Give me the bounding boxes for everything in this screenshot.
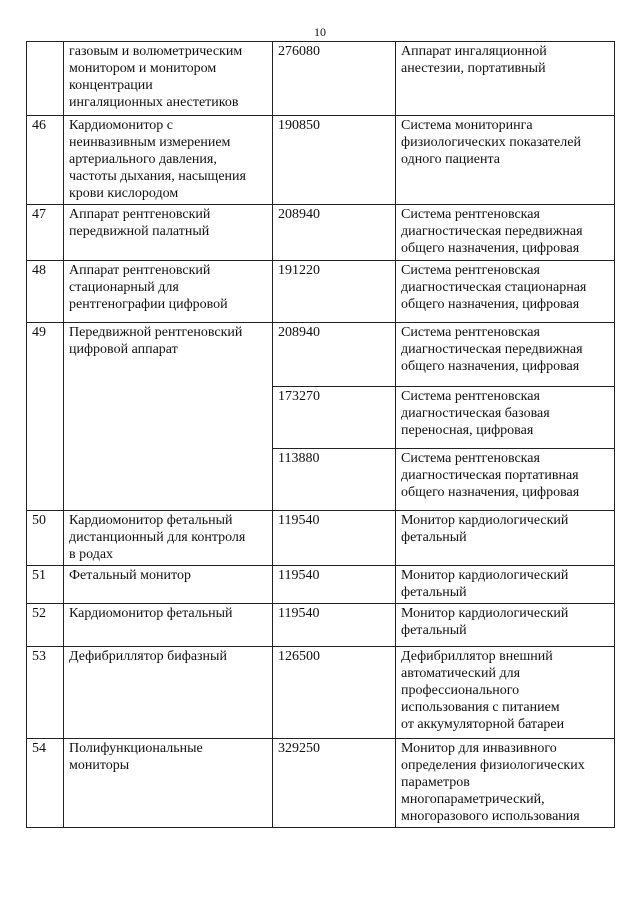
page-number: 10 (314, 25, 326, 39)
classifier-code: 190850 (273, 116, 396, 205)
classifier-description: Монитор кардиологический фетальный (396, 604, 615, 647)
row-number: 47 (27, 205, 64, 261)
table-body (27, 42, 615, 828)
classifier-description: Монитор для инвазивного определения физиологических параметров многопараметрический, многоразового использования (396, 739, 615, 828)
table-row (27, 205, 615, 261)
classifier-code: 276080 (273, 42, 396, 116)
device-name: Полифункциональные мониторы (64, 739, 273, 828)
classifier-code: 119540 (273, 604, 396, 647)
row-number: 50 (27, 511, 64, 566)
classifier-description: Система рентгеновская диагностическая базовая переносная, цифровая (396, 387, 615, 449)
classifier-description: Система рентгеновская диагностическая стационарная общего назначения, цифровая (396, 261, 615, 323)
classifier-code: 119540 (273, 566, 396, 604)
row-number (27, 42, 64, 116)
classifier-code: 191220 (273, 261, 396, 323)
classifier-code: 208940 (273, 205, 396, 261)
table-row (27, 604, 615, 647)
classifier-code: 173270 (273, 387, 396, 449)
device-name: Передвижной рентгеновский цифровой аппарат (64, 323, 273, 511)
device-name: Кардиомонитор фетальный (64, 604, 273, 647)
classifier-description: Система рентгеновская диагностическая передвижная общего назначения, цифровая (396, 205, 615, 261)
table-row (27, 42, 615, 116)
table-row (27, 116, 615, 205)
row-number: 51 (27, 566, 64, 604)
classifier-code: 329250 (273, 739, 396, 828)
classifier-code: 208940 (273, 323, 396, 387)
classifier-description: Система рентгеновская диагностическая передвижная общего назначения, цифровая (396, 323, 615, 387)
classifier-code: 119540 (273, 511, 396, 566)
table-row (27, 647, 615, 739)
row-number: 53 (27, 647, 64, 739)
device-name: Дефибриллятор бифазный (64, 647, 273, 739)
device-name: Кардиомонитор с неинвазивным измерением артериального давления, частоты дыхания, насыщения крови кислородом (64, 116, 273, 205)
device-name: Аппарат рентгеновский передвижной палатный (64, 205, 273, 261)
classifier-description: Система рентгеновская диагностическая портативная общего назначения, цифровая (396, 449, 615, 511)
table-row (27, 261, 615, 323)
classifier-description: Монитор кардиологический фетальный (396, 566, 615, 604)
classifier-code: 113880 (273, 449, 396, 511)
row-number: 52 (27, 604, 64, 647)
row-number: 46 (27, 116, 64, 205)
device-name: газовым и волюметрическим монитором и монитором концентрации ингаляционных анестетиков (64, 42, 273, 116)
classifier-description: Аппарат ингаляционной анестезии, портативный (396, 42, 615, 116)
table-row (27, 566, 615, 604)
classifier-description: Система мониторинга физиологических показателей одного пациента (396, 116, 615, 205)
table-row (27, 511, 615, 566)
equipment-table (26, 41, 615, 828)
table-row (27, 739, 615, 828)
table-row (27, 323, 615, 387)
device-name: Фетальный монитор (64, 566, 273, 604)
classifier-description: Дефибриллятор внешний автоматический для профессионального использования с питанием от аккумуляторной батареи (396, 647, 615, 739)
device-name: Аппарат рентгеновский стационарный для рентгенографии цифровой (64, 261, 273, 323)
classifier-description: Монитор кардиологический фетальный (396, 511, 615, 566)
row-number: 48 (27, 261, 64, 323)
row-number: 54 (27, 739, 64, 828)
classifier-code: 126500 (273, 647, 396, 739)
row-number: 49 (27, 323, 64, 511)
device-name: Кардиомонитор фетальный дистанционный для контроля в родах (64, 511, 273, 566)
